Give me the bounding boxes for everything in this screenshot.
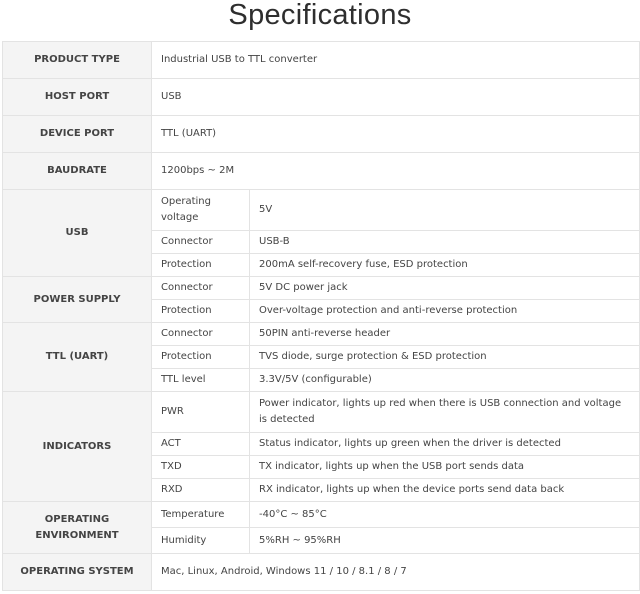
baudrate-header: BAUDRATE bbox=[3, 153, 152, 190]
ttl-uart-value: 3.3V/5V (configurable) bbox=[250, 369, 640, 392]
indicator-value: Power indicator, lights up red when there is USB connection and voltage is detected bbox=[250, 392, 640, 433]
row-host-port bbox=[3, 79, 640, 116]
ttl-uart-label: Connector bbox=[152, 323, 250, 346]
ttl-uart-label: TTL level bbox=[152, 369, 250, 392]
product-type-header: PRODUCT TYPE bbox=[3, 42, 152, 79]
indicator-label: ACT bbox=[152, 433, 250, 456]
row-power-connector bbox=[3, 277, 640, 300]
row-product-type bbox=[3, 42, 640, 79]
usb-value: 5V bbox=[250, 190, 640, 231]
indicator-value: RX indicator, lights up when the device ports send data back bbox=[250, 479, 640, 502]
host-port-header: HOST PORT bbox=[3, 79, 152, 116]
row-ttl-connector bbox=[3, 323, 640, 346]
indicator-value: TX indicator, lights up when the USB port sends data bbox=[250, 456, 640, 479]
environment-value: -40°C ~ 85°C bbox=[250, 502, 640, 528]
host-port-value: USB bbox=[152, 79, 640, 116]
usb-label: Protection bbox=[152, 254, 250, 277]
environment-label: Humidity bbox=[152, 528, 250, 554]
power-supply-label: Protection bbox=[152, 300, 250, 323]
power-supply-value: 5V DC power jack bbox=[250, 277, 640, 300]
row-environment-temperature bbox=[3, 502, 640, 528]
indicator-label: RXD bbox=[152, 479, 250, 502]
operating-system-value: Mac, Linux, Android, Windows 11 / 10 / 8.1 / 8 / 7 bbox=[152, 554, 640, 591]
indicator-label: PWR bbox=[152, 392, 250, 433]
indicator-value: Status indicator, lights up green when the driver is detected bbox=[250, 433, 640, 456]
usb-label: Operating voltage bbox=[152, 190, 250, 231]
row-operating-system bbox=[3, 554, 640, 591]
row-baudrate bbox=[3, 153, 640, 190]
indicators-header: INDICATORS bbox=[3, 392, 152, 502]
power-supply-header: POWER SUPPLY bbox=[3, 277, 152, 323]
ttl-uart-value: 50PIN anti-reverse header bbox=[250, 323, 640, 346]
specifications-table bbox=[2, 41, 640, 591]
power-supply-value: Over-voltage protection and anti-reverse protection bbox=[250, 300, 640, 323]
environment-label: Temperature bbox=[152, 502, 250, 528]
device-port-header: DEVICE PORT bbox=[3, 116, 152, 153]
row-usb-operating-voltage bbox=[3, 190, 640, 231]
ttl-uart-header: TTL (UART) bbox=[3, 323, 152, 392]
page-title: Specifications bbox=[228, 0, 412, 31]
device-port-value: TTL (UART) bbox=[152, 116, 640, 153]
usb-header: USB bbox=[3, 190, 152, 277]
ttl-uart-value: TVS diode, surge protection & ESD protection bbox=[250, 346, 640, 369]
ttl-uart-label: Protection bbox=[152, 346, 250, 369]
environment-value: 5%RH ~ 95%RH bbox=[250, 528, 640, 554]
usb-label: Connector bbox=[152, 231, 250, 254]
baudrate-value: 1200bps ~ 2M bbox=[152, 153, 640, 190]
operating-environment-header: OPERATING ENVIRONMENT bbox=[3, 502, 152, 554]
usb-value: USB-B bbox=[250, 231, 640, 254]
usb-value: 200mA self-recovery fuse, ESD protection bbox=[250, 254, 640, 277]
product-type-value: Industrial USB to TTL converter bbox=[152, 42, 640, 79]
row-device-port bbox=[3, 116, 640, 153]
indicator-label: TXD bbox=[152, 456, 250, 479]
power-supply-label: Connector bbox=[152, 277, 250, 300]
operating-system-header: OPERATING SYSTEM bbox=[3, 554, 152, 591]
row-indicator-pwr bbox=[3, 392, 640, 433]
